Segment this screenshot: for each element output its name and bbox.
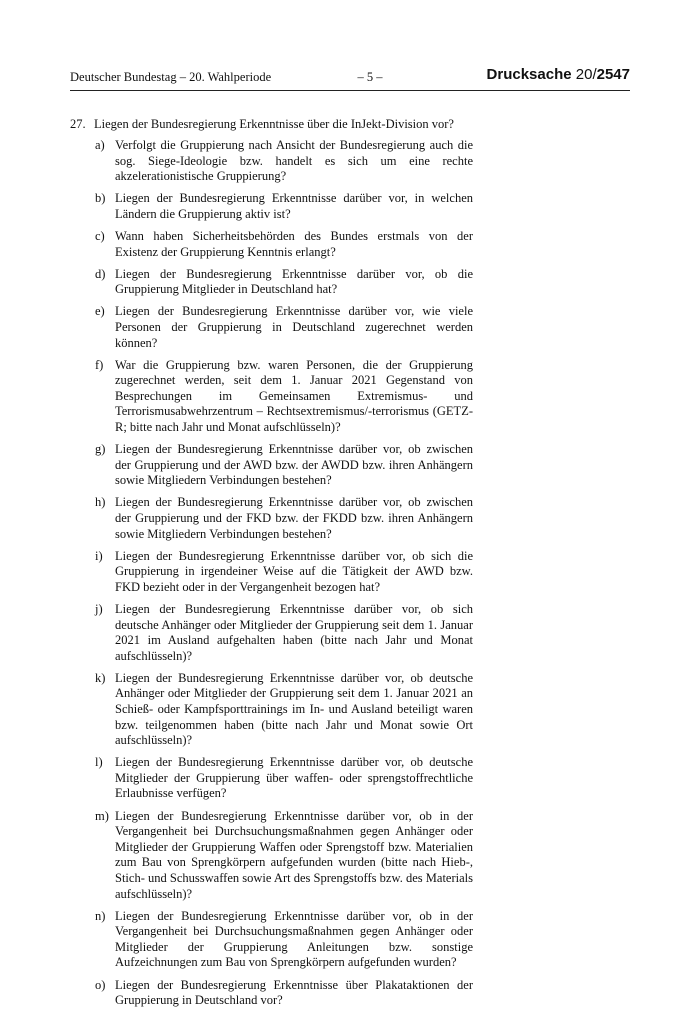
- sub-question-text: Verfolgt die Gruppierung nach Ansicht der Bundesregierung auch die sog. Siege-Ideologie bzw. handelt es sich um eine rechte akzelerationistische Gruppierung?: [115, 138, 473, 184]
- sub-question-label: n): [95, 908, 106, 923]
- sub-question-item: [95, 809, 473, 903]
- sub-question-item: [95, 602, 473, 664]
- header-divider: [70, 90, 630, 91]
- sub-question-item: [95, 358, 473, 436]
- sub-question-label: d): [95, 266, 106, 281]
- sub-question-label: o): [95, 977, 106, 992]
- sub-question-item: [95, 671, 473, 749]
- sub-question-text: Liegen der Bundesregierung Erkenntnisse darüber vor, ob sich die Gruppierung in irgendeiner Weise auf die Tätigkeit der AWD bzw. FKD bezieht oder in der Vergangenheit bezogen hat?: [115, 548, 473, 594]
- sub-question-label: a): [95, 138, 105, 152]
- page-header: [70, 66, 630, 86]
- sub-question-item: [95, 229, 473, 260]
- document-number-label: Drucksache: [486, 66, 572, 83]
- sub-question-text: Liegen der Bundesregierung Erkenntnisse darüber vor, ob in der Vergangenheit bei Durchsuchungsmaßnahmen gegen Anhänger oder Mitglieder der Gruppierung Waffen oder Sprengstoff bzw. Materialien zum Bau von Sprengkörpern aufgefunden wurden (bitte nach Hieb-, Stich- und Schusswaffen sowie Art des Sprengstoffs bzw. des Materials aufschlüsseln)?: [115, 808, 473, 901]
- sub-question-text: Wann haben Sicherheitsbehörden des Bundes erstmals von der Existenz der Gruppierung Kenntnis erlangt?: [115, 228, 473, 259]
- sub-question-text: Liegen der Bundesregierung Erkenntnisse darüber vor, ob in der Vergangenheit bei Durchsuchungsmaßnahmen gegen Anhänger oder Mitglieder der Gruppierung Anleitungen bzw. sonstige Aufzeichnungen zum Bau von Sprengkörpern aufgefunden wurden?: [115, 908, 473, 970]
- sub-question-label: e): [95, 304, 105, 319]
- sub-question-item: [95, 304, 473, 351]
- sub-question-item: [95, 267, 473, 298]
- sub-question-label: i): [95, 548, 103, 563]
- document-number-period: 20/: [575, 66, 597, 83]
- sub-question-label: l): [95, 755, 103, 770]
- sub-question-label: b): [95, 191, 106, 206]
- sub-question-text: Liegen der Bundesregierung Erkenntnisse darüber vor, ob deutsche Mitglieder der Gruppierung über waffen- oder sprengstoffrechtliche Erlaubnisse verfügen?: [115, 755, 473, 801]
- sub-question-item: [95, 755, 473, 802]
- document-number-value: 2547: [596, 66, 630, 83]
- sub-question-item: [95, 138, 473, 185]
- sub-question-label: f): [95, 357, 104, 372]
- sub-question-label: k): [95, 670, 106, 685]
- header-publication: Deutscher Bundestag – 20. Wahlperiode: [70, 70, 272, 84]
- sub-question-text: Liegen der Bundesregierung Erkenntnisse darüber vor, ob zwischen der Gruppierung und der FKD bzw. der FKDD bzw. ihren Anhängern sowie Mitgliedern Verbindungen bestehen?: [115, 495, 473, 541]
- sub-question-item: [95, 909, 473, 971]
- sub-question-list: [95, 138, 473, 1015]
- sub-question-label: g): [95, 442, 106, 457]
- sub-question-text: Liegen der Bundesregierung Erkenntnisse darüber vor, ob zwischen der Gruppierung und der AWD bzw. der AWDD bzw. ihren Anhängern sowie Mitgliedern Verbindungen bestehen?: [115, 442, 473, 488]
- page-number: – 5 –: [357, 70, 383, 84]
- sub-question-text: Liegen der Bundesregierung Erkenntnisse darüber vor, in welchen Ländern die Gruppierung aktiv ist?: [115, 191, 473, 221]
- sub-question-text: Liegen der Bundesregierung Erkenntnisse darüber vor, wie viele Personen der Gruppierung in Deutschland zugerechnet werden können?: [115, 304, 473, 350]
- sub-question-text: Liegen der Bundesregierung Erkenntnisse darüber vor, ob deutsche Anhänger oder Mitglieder der Gruppierung seit dem 1. Januar 2021 an Schieß- oder Kampfsporttrainings im In- und Ausland beteiligt waren bzw. teilgenommen haben (bitte nach Jahr und Monat sowie Ort aufschlüsseln)?: [115, 670, 473, 748]
- sub-question-text: Liegen der Bundesregierung Erkenntnisse darüber vor, ob die Gruppierung Mitglieder in Deutschland hat?: [115, 266, 473, 297]
- question-text: Liegen der Bundesregierung Erkenntnisse über die InJekt-Division vor?: [94, 117, 454, 131]
- sub-question-label: c): [95, 228, 105, 243]
- sub-question-item: [95, 978, 473, 1009]
- sub-question-text: Liegen der Bundesregierung Erkenntnisse über Plakataktionen der Gruppierung in Deutschland vor?: [115, 977, 473, 1008]
- sub-question-label: j): [95, 601, 103, 616]
- sub-question-item: [95, 549, 473, 596]
- document-number: [487, 66, 630, 83]
- sub-question-item: [95, 442, 473, 489]
- sub-question-item: [95, 495, 473, 542]
- sub-question-text: War die Gruppierung bzw. waren Personen, die der Gruppierung zugerechnet werden, seit dem 1. Januar 2021 Gegenstand von Besprechungen im Gemeinsamen Extremismus- und Terrorismusabwehrzentrum – Rechtsextremismus/-terrorismus (GETZ-R; bitte nach Jahr und Monat aufschlüsseln)?: [115, 357, 473, 434]
- sub-question-text: Liegen der Bundesregierung Erkenntnisse darüber vor, ob sich deutsche Anhänger oder Mitglieder der Gruppierung seit dem 1. Januar 2021 im Ausland aufgehalten haben (bitte nach Jahr und Monat aufschlüsseln)?: [115, 601, 473, 663]
- question-number: 27.: [70, 117, 86, 131]
- sub-question-item: [95, 191, 473, 222]
- sub-question-label: m): [95, 808, 109, 823]
- sub-question-label: h): [95, 495, 106, 510]
